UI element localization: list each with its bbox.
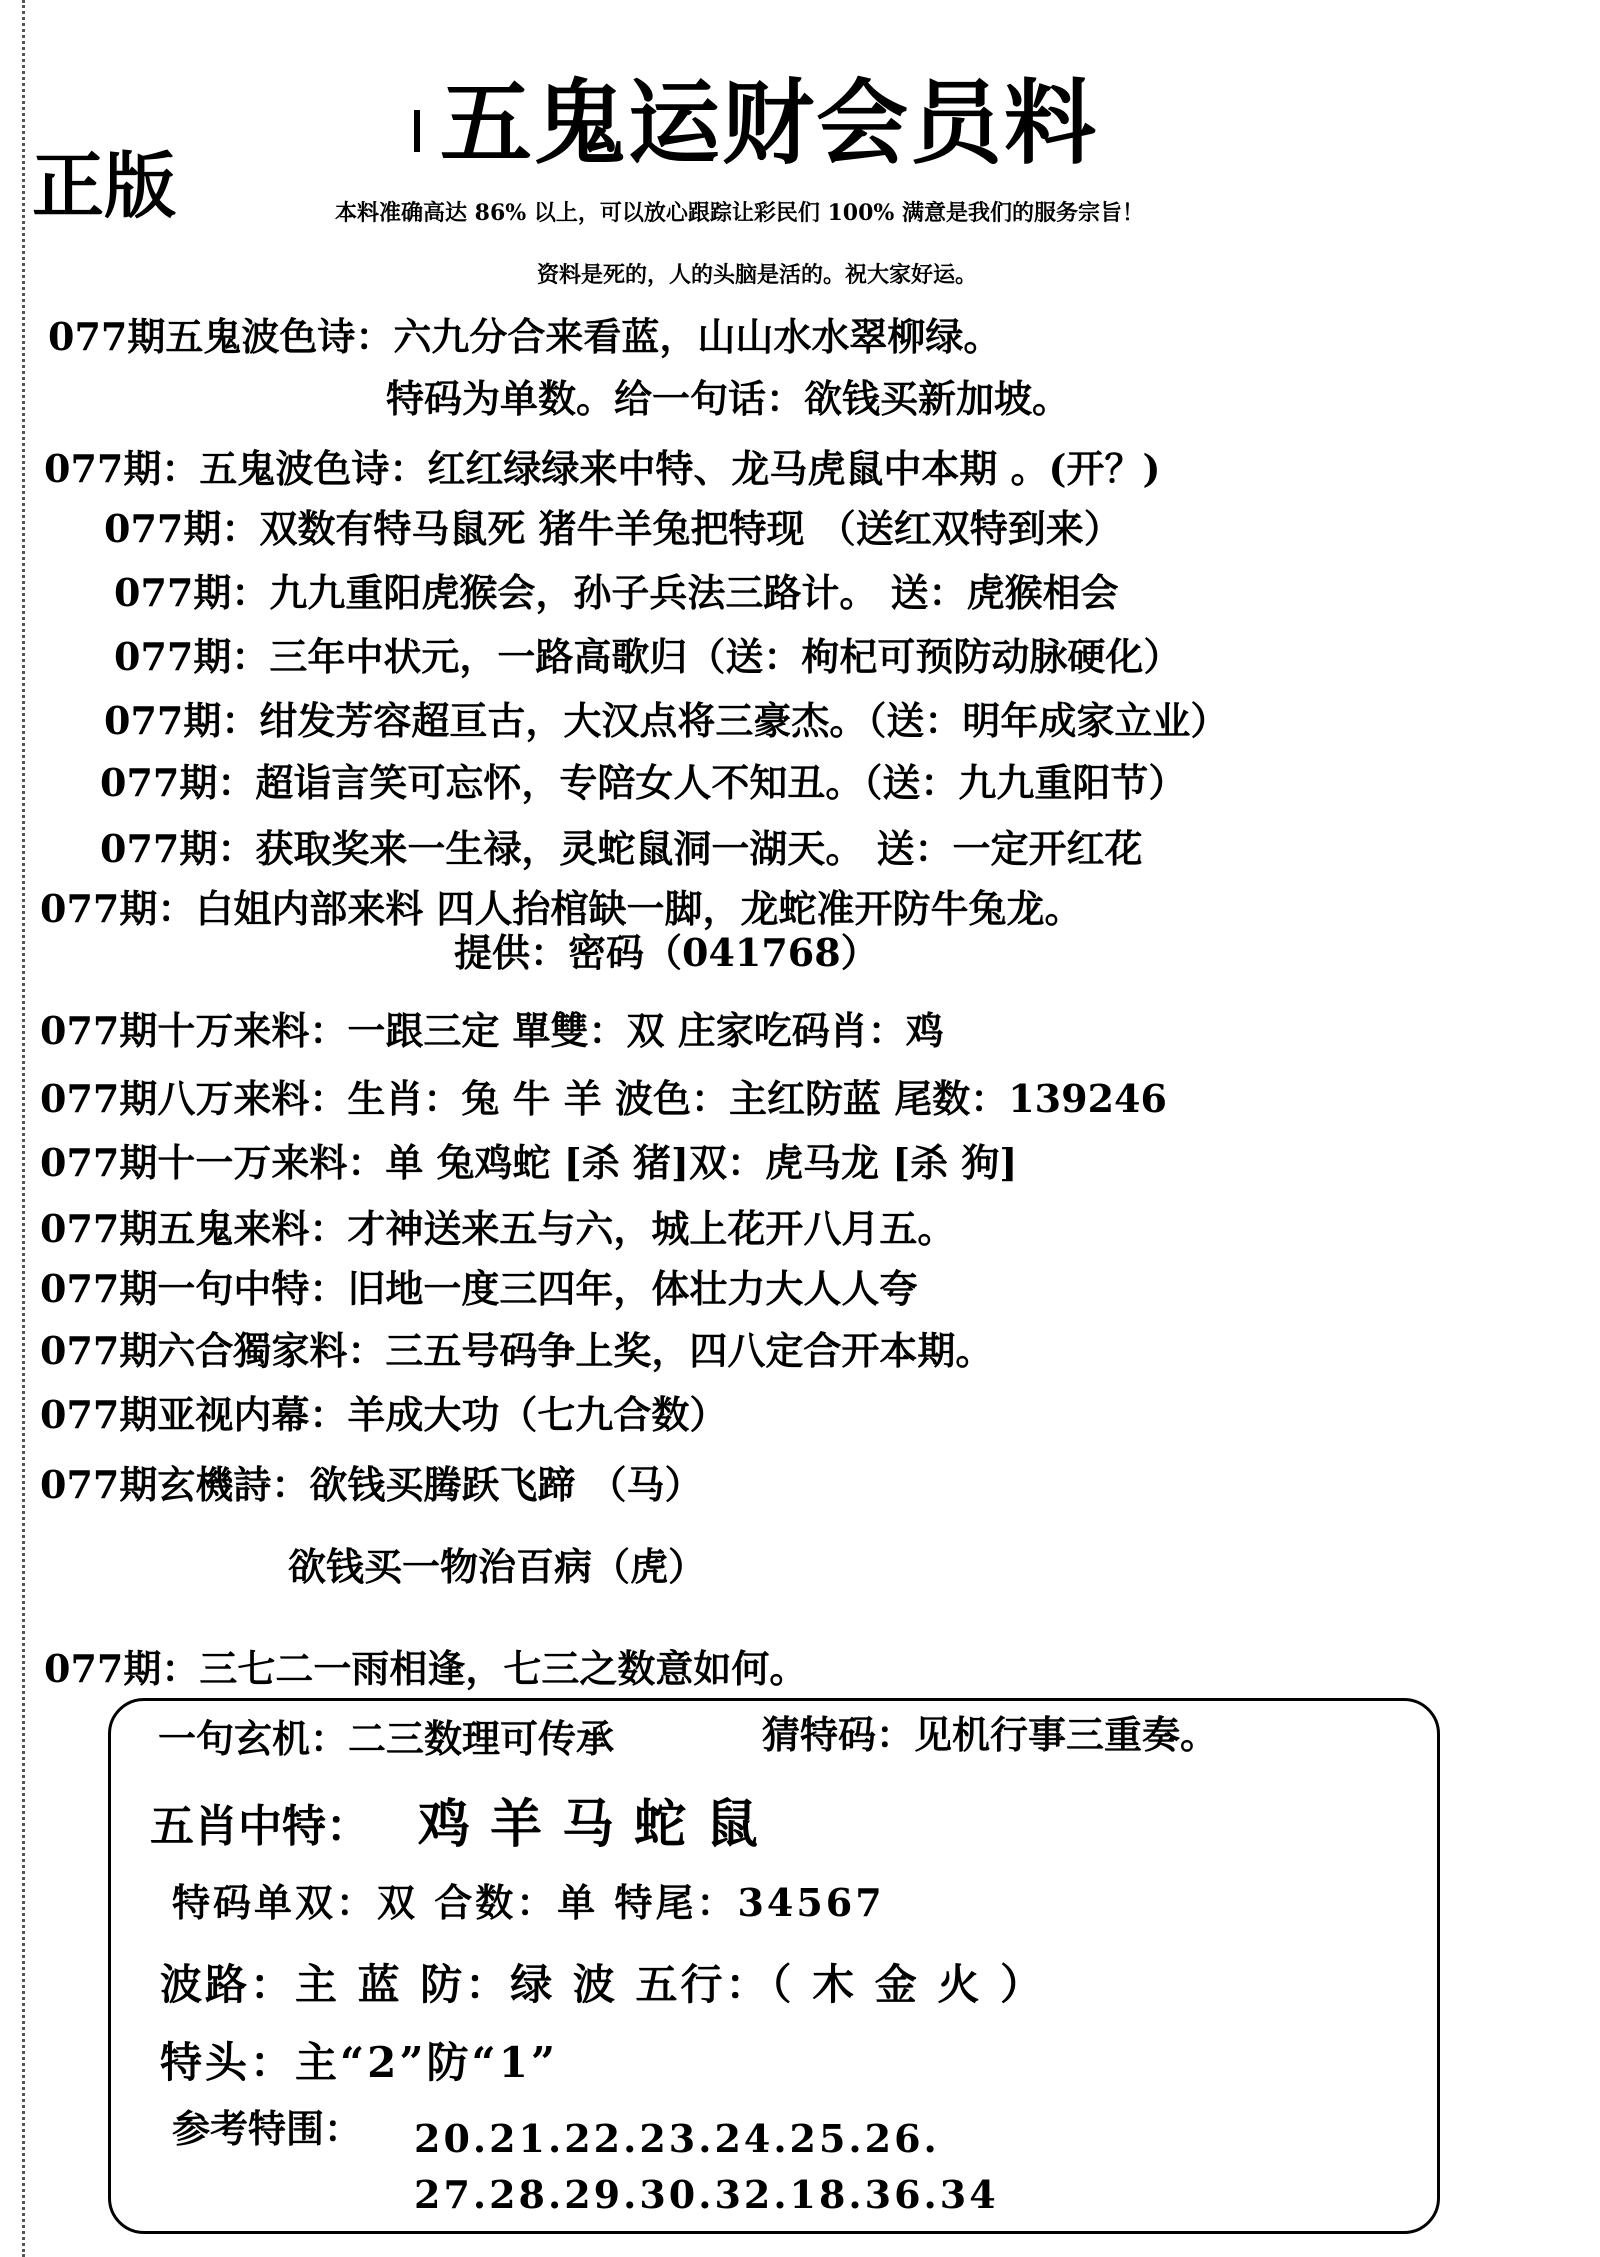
line-laughter: 077期：超诣言笑可忘怀，专陪女人不知丑。（送：九九重阳节） [100,760,1187,805]
authentic-badge: 正版 [32,143,177,228]
box-special-head: 特头：主“2”防“1” [160,2038,559,2087]
subtitle-luck: 资料是死的，人的头脑是活的。祝大家好运。 [537,262,978,288]
box-wave-elements: 波路：主 蓝 防：绿 波 五行：（ 木 金 火 ） [160,1960,1045,2009]
line-odd-special: 特码为单数。给一句话：欲钱买新加坡。 [386,376,1071,421]
page-title: 五鬼运财会员料 [440,69,1099,177]
line-atv-inside: 077期亚视内幕：羊成大功（七九合数） [40,1392,728,1437]
subtitle-accuracy: 本料准确高达 86% 以上，可以放心跟踪让彩民们 100% 满意是我们的服务宗旨！ [335,200,1144,226]
line-cure-all: 欲钱买一物治百病（虎） [288,1544,707,1589]
box-odd-even: 特码单双：双 合数：单 特尾：34567 [172,1880,885,1925]
box-mystic-line: 一句玄机：二三数理可传承 [158,1716,615,1761]
box-five-zodiac-value: 鸡羊马蛇鼠 [418,1794,779,1855]
line-wugui-poem: 077期五鬼波色诗：六九分合来看蓝，山山水水翠柳绿。 [48,314,1002,359]
line-password: 提供：密码（041768） [454,930,879,975]
line-100k-source: 077期十万来料：一跟三定 單雙：双 庄家吃码肖：鸡 [40,1008,944,1053]
line-wugui-source: 077期五鬼来料：才神送来五与六，城上花开八月五。 [40,1206,956,1251]
line-three-heroes: 077期：绀发芳容超亘古，大汉点将三豪杰。（送：明年成家立业） [104,698,1229,743]
title-mark [414,110,420,152]
line-mystic-poem: 077期玄機詩：欲钱买腾跃飞蹄 （马） [40,1462,703,1507]
left-margin-dots [0,0,25,2257]
line-liuhe-exclusive: 077期六合獨家料：三五号码争上奖，四八定合开本期。 [40,1328,994,1373]
line-baijie-internal: 077期：白姐内部来料 四人抬棺缺一脚，龙蛇准开防牛兔龙。 [40,886,1083,931]
line-even-special: 077期：双数有特马鼠死 猪牛羊兔把特现 （送红双特到来） [104,506,1122,551]
line-lifetime-fortune: 077期：获取奖来一生禄，灵蛇鼠洞一湖天。 送：一定开红花 [100,826,1143,871]
box-five-zodiac-label: 五肖中特： [150,1801,370,1852]
line-double-ninth: 077期：九九重阳虎猴会，孙子兵法三路计。 送：虎猴相会 [114,570,1119,615]
box-reference-row1: 20.21.22.23.24.25.26. [414,2116,940,2161]
box-guess-special: 猜特码：见机行事三重奏。 [762,1712,1219,1757]
line-110k-source: 077期十一万来料：单 兔鸡蛇 [杀 猪]双：虎马龙 [杀 狗] [40,1140,1018,1185]
line-one-sentence: 077期一句中特：旧地一度三四年，体壮力大人人夸 [40,1266,918,1311]
box-reference-label: 参考特围： [172,2106,363,2151]
line-rain-meet: 077期：三七二一雨相逢，七三之数意如何。 [44,1646,808,1691]
box-reference-row2: 27.28.29.30.32.18.36.34 [414,2172,999,2217]
line-champion: 077期：三年中状元，一路高歌归（送：枸杞可预防动脉硬化） [114,634,1182,679]
line-wugui-poem-2: 077期：五鬼波色诗：红红绿绿来中特、龙马虎鼠中本期 。(开？) [44,446,1161,491]
line-80k-source: 077期八万来料：生肖：兔 牛 羊 波色：主红防蓝 尾数：139246 [40,1076,1167,1121]
